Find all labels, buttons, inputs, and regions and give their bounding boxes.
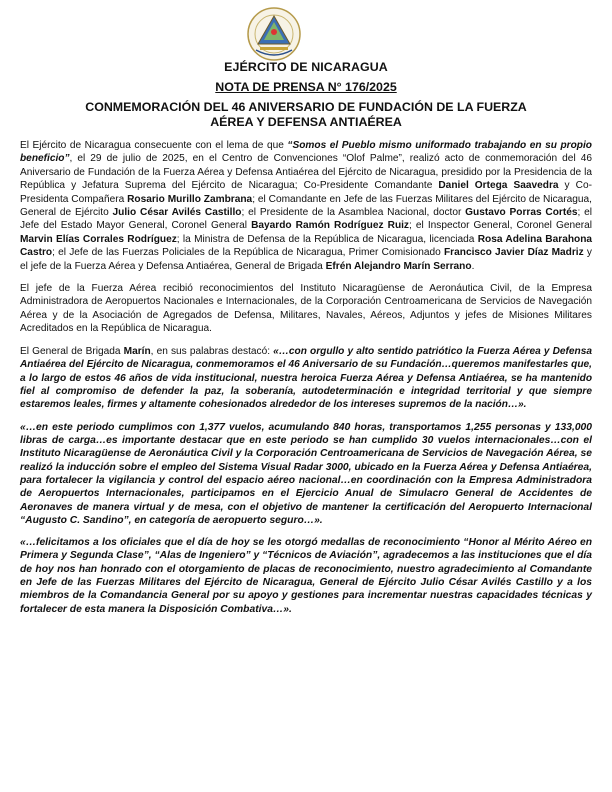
p1-text-6: ; el Jefe del Estado Mayor General, Coronel General — [20, 207, 593, 232]
name-marvin-corrales: Marvin Elías Corrales Rodríguez — [20, 233, 177, 245]
p1-text-8: ; la Ministra de Defensa de la República de Nicaragua, licenciada — [176, 233, 478, 245]
name-julio-aviles: Julio César Avilés Castillo — [112, 207, 242, 219]
paragraph-1 — [20, 139, 592, 273]
p1-text-10: y el jefe de la Fuerza Aérea y Defensa Antiaérea, General de Brigada — [20, 247, 592, 272]
paragraph-4: «…en este periodo cumplimos con 1,377 vuelos, acumulando 840 horas, transportamos 1,255 personas y 133,000 libras de carga…es importante destacar que en este periodo se han cumplido 30 vuelos internacionales…con el Instituto Nicaragüense de Aeronáutica Civil y la Corporación Centroamericana de Servicios de Navegación Aérea, se realizó la inducción sobre el empleo del Sistema Visual Radar 3000, ubicado en la Fuerza Aérea y Defensa Antiaérea, para fortalecer la vigilancia y control del espacio aéreo nacional…en coordinación con la Empresa Administradora de Aeropuertos Internacionales, participamos en el Ejercicio Anual de Simulacro General de Accidentes de Aeronaves de manera virtual y de mesa, con el objetivo de mantener la certificación del Aeropuerto Internacional “Augusto C. Sandino”, en categoría de aeropuerto seguro…». — [20, 421, 592, 526]
press-note-number: NOTA DE PRENSA N° 176/2025 — [215, 80, 397, 94]
name-rosario-murillo: Rosario Murillo Zambrana — [127, 193, 253, 205]
p1-text-3: y Co-Presidenta Compañera — [20, 180, 592, 205]
article-body — [20, 139, 592, 625]
army-emblem-icon — [246, 6, 302, 62]
p1-text-1: El Ejército de Nicaragua consecuente con el lema de que — [20, 140, 288, 151]
p3-text-2: , en sus palabras destacó: — [150, 345, 274, 357]
name-rosa-barahona: Rosa Adelina Barahona Castro — [20, 233, 593, 259]
organization-title: EJÉRCITO DE NICARAGUA — [224, 60, 388, 74]
paragraph-3 — [20, 345, 592, 412]
name-gustavo-porras: Gustavo Porras Cortés — [465, 207, 578, 219]
paragraph-2: El jefe de la Fuerza Aérea recibió reconocimientos del Instituto Nicaragüense de Aeronáutica Civil, de la Empresa Administradora de Aeropuertos Nacionales e Internacionales, de la Corporación Centroamericana de Servicios de Navegación Aérea y de la Asociación de Agregados de Defensa, Militares, Navales, Aéreos, Adjuntos y jefes de Misiones Militares Acreditados en la República de Nicaragua. — [20, 283, 592, 335]
p3-text-1: El General de Brigada — [20, 345, 124, 357]
name-marin: Marín — [123, 345, 151, 357]
name-daniel-ortega: Daniel Ortega Saavedra — [438, 180, 559, 192]
p1-text-5: ; el Presidente de la Asamblea Nacional, doctor — [241, 207, 466, 219]
name-bayardo-rodriguez: Bayardo Ramón Rodríguez Ruiz — [251, 220, 409, 232]
headline — [60, 100, 552, 130]
p1-text-7: ; el Inspector General, Coronel General — [409, 220, 592, 232]
p1-text-11: . — [471, 260, 475, 272]
p1-text-2: , el 29 de julio de 2025, en el Centro de Convenciones “Olof Palme”, realizó acto de conmemoración del 46 Aniversario de Fundación de la Fuerza Aérea y Defensa Antiaérea del Ejército de Nicaragua, presidido por la Presidencia de la República y Jefatura Suprema del Ejército de Nicaragua; Co-Presidente Comandante — [20, 153, 592, 192]
headline-line-2: AÉREA Y DEFENSA ANTIAÉREA — [210, 115, 402, 129]
headline-line-1: CONMEMORACIÓN DEL 46 ANIVERSARIO DE FUNDACIÓN DE LA FUERZA — [85, 100, 527, 114]
p1-text-9: ; el Jefe de las Fuerzas Policiales de la República de Nicaragua, Primer Comisionado — [52, 247, 444, 259]
name-efren-marin: Efrén Alejandro Marín Serrano — [325, 260, 472, 272]
paragraph-5: «…felicitamos a los oficiales que el día de hoy se les otorgó medallas de reconocimiento “Honor al Mérito Aéreo en Primera y Segunda Clase”, “Alas de Ingeniero” y “Técnicos de Aviación”, agradecemos a las instituciones que el día de hoy nos han honrado con el otorgamiento de placas de reconocimiento, nuestro agradecimiento al Comandante en Jefe de las Fuerzas Militares del Ejército de Nicaragua, General de Ejército Julio César Avilés Castillo y a los miembros de la Comandancia General por su apoyo y gestiones para incrementar nuestras capacidades técnicas y fortalecer de esta manera la Disposición Combativa…». — [20, 537, 592, 615]
p1-text-4: ; el Comandante en Jefe de las Fuerzas Militares del Ejército de Nicaragua, General de Ejército — [20, 193, 592, 219]
motto-quote: “Somos el Pueblo mismo uniformado trabajando en su propio beneficio” — [20, 140, 592, 165]
name-francisco-diaz: Francisco Javier Díaz Madriz — [444, 247, 584, 259]
speech-quote-1: «…con orgullo y alto sentido patriótico la Fuerza Aérea y Defensa Antiaérea del Ejército de Nicaragua, conmemoramos el 46 Aniversario de su Fundación…queremos manifestarles que, a lo largo de estos 46 años de vida institucional, nuestra heroica Fuerza Aérea y Defensa Antiaérea, se ha mantenido fiel al compromiso de defender la paz, la soberanía, autodeterminación e integridad territorial y que siempre estaremos leales, firmes y altamente cohesionados alrededor de los intereses supremos de la nación…». — [20, 345, 592, 411]
